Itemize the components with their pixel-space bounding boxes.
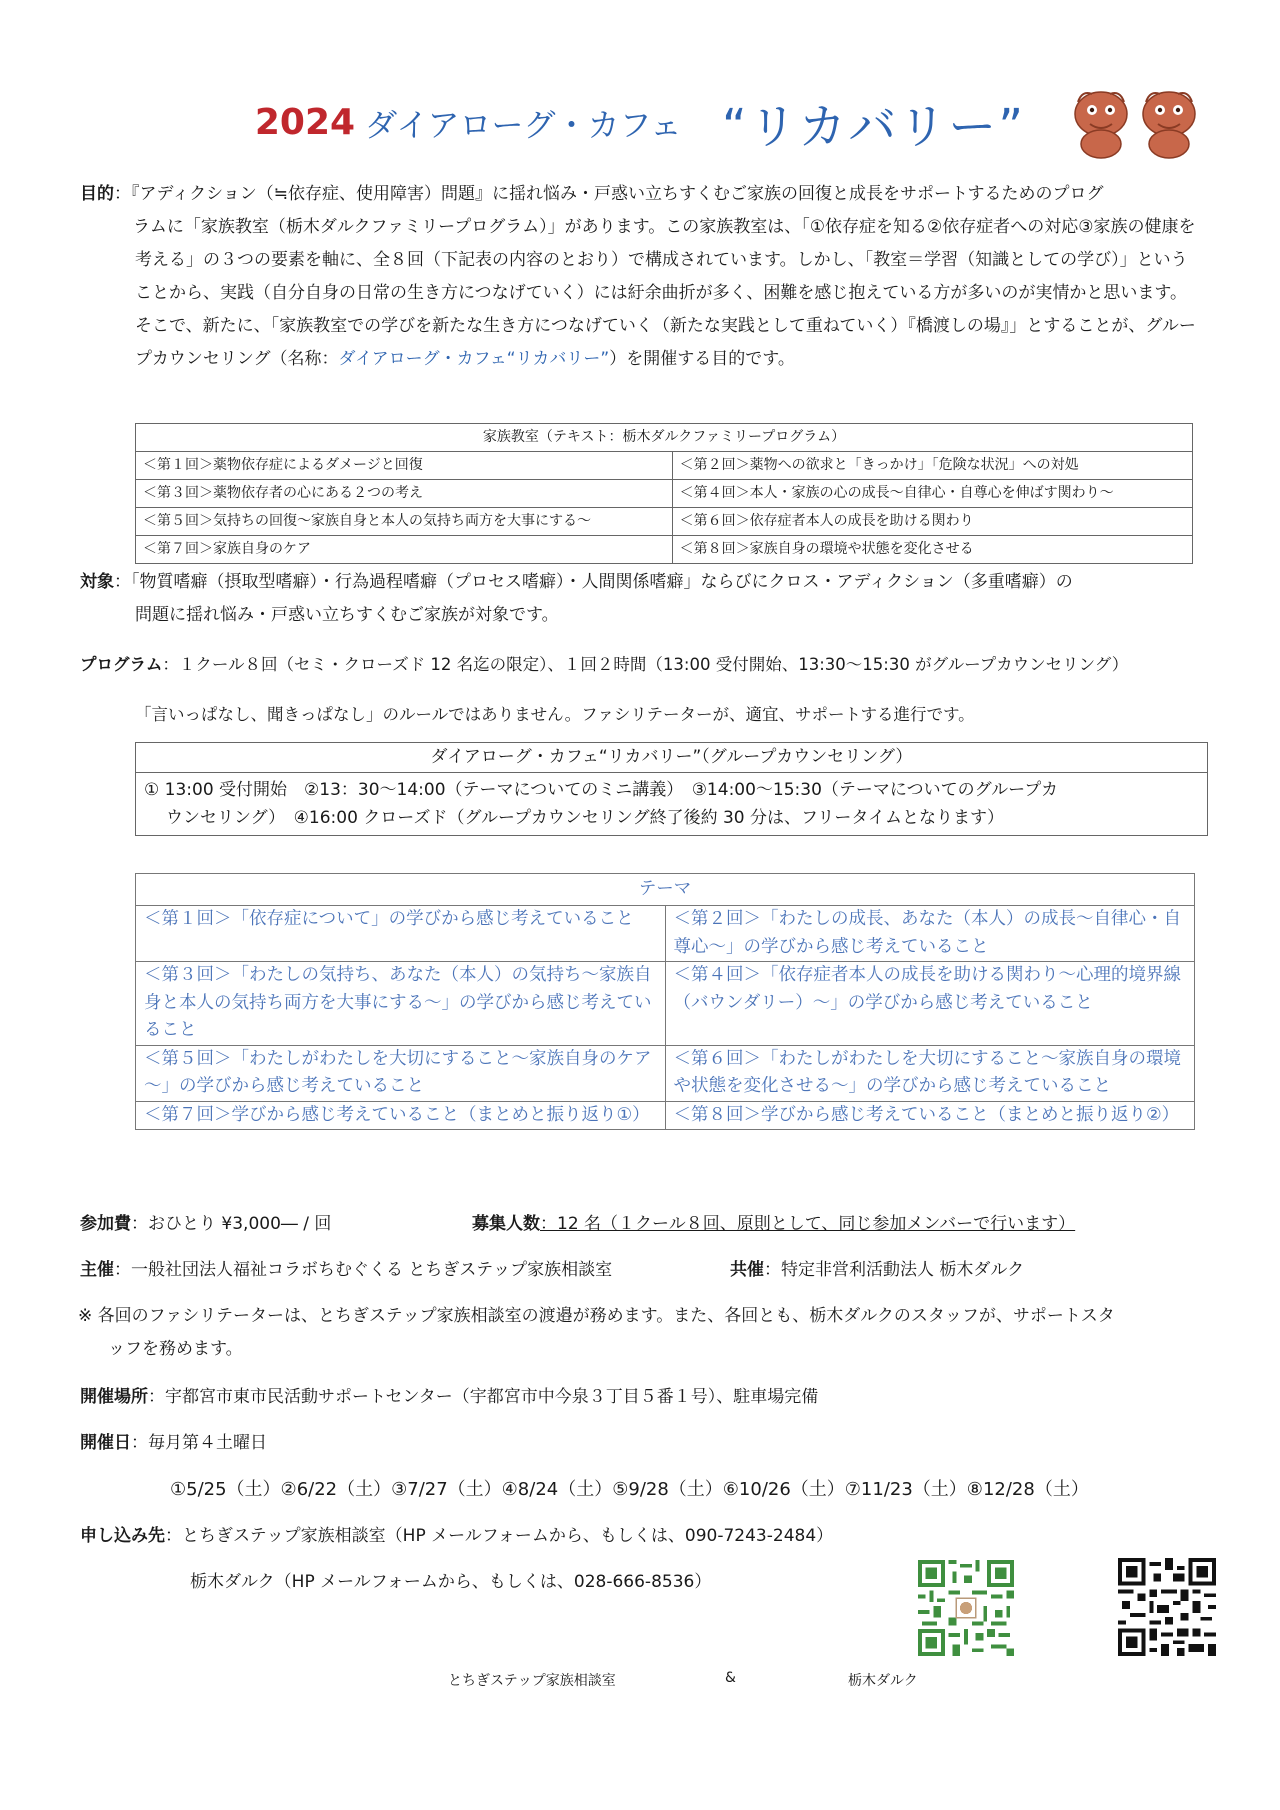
table-cell: ＜第１回＞薬物依存症によるダメージと回復 [136,452,673,480]
table-cell: ＜第６回＞「わたしがわたしを大切にすること～家族自身の環境や状態を変化させる～」の学びから感じ考えていること [665,1045,1195,1101]
apply-line-2: 栃木ダルク（HP メールフォームから、もしくは、028-666-8536） [190,1572,712,1592]
apply-line-1: ：とちぎステップ家族相談室（HP メールフォームから、もしくは、090-7243-2484） [165,1526,834,1546]
target-line-2: 問題に揺れ悩み・戸惑い立ちすくむご家族が対象です。 [135,605,559,625]
apply-line [80,1520,833,1553]
capacity-label: 募集人数 [472,1214,540,1234]
purpose-highlight: ダイアローグ・カフェ“リカバリー” [338,349,610,369]
date-line [80,1427,267,1460]
table-cell: ＜第１回＞「依存症について」の学びから感じ考えていること [136,906,666,962]
program-text: ：１クール８回（セミ・クローズド 12 名迄の限定）、１回２時間（13:00 受付開始、13:30～15:30 がグループカウンセリング） [162,655,1129,674]
title-name: ダイアローグ・カフェ [365,105,682,144]
purpose-text-1: ：『アディクション（≒依存症、使用障害）問題』に揺れ悩み・戸惑い立ちすくむご家族の回復と成長をサポートするためのプログ [114,184,1104,204]
purpose-text-2: ラムに「家族教室（栃木ダルクファミリープログラム）」があります。この家族教室は、「①依存症を知る②依存症者への対応③家族の健康を考える」の３つの要素を軸に、全８回（下記表の内容のとおり）で構成されています。しかし、「教室＝学習（知識としての学び）」ということから、実践（自分自身の日常の生き方につなげていく）には紆余曲折が多く、困難を感じ抱えている方が多いのが実情かと思います。そこで、新たに、「家族教室での学びを新たな生き方につなげていく（新たな実践として重ねていく）『橋渡しの場』」とすることが、グループカウンセリング（名称： [133,217,1196,369]
capacity-line [472,1208,1075,1241]
table-cell: ＜第８回＞家族自身の環境や状態を変化させる [672,536,1192,564]
fee-label: 参加費 [80,1214,131,1234]
schedule-header: ダイアローグ・カフェ“リカバリー”（グループカウンセリング） [136,743,1208,773]
capacity-value: ：12 名（１クール８回、原則として、同じ参加メンバーで行います） [540,1214,1076,1234]
table-row [136,536,1193,564]
date-label: 開催日 [80,1433,131,1453]
table-cell: ＜第４回＞「依存症者本人の成長を助ける関わり～心理的境界線（バウンダリー）～」の学びから感じ考えていること [665,962,1195,1046]
family-class-header: 家族教室（テキスト：栃木ダルクファミリープログラム） [136,424,1193,452]
themes-table [135,873,1195,1130]
target-label: 対象 [80,572,114,592]
fee-line [80,1208,331,1241]
table-cell: ＜第６回＞依存症者本人の成長を助ける関わり [672,508,1192,536]
themes-header: テーマ [136,874,1195,906]
venue-value: ：宇都宮市東市民活動サポートセンター（宇都宮市中今泉３丁目５番１号）、駐車場完備 [148,1387,819,1407]
purpose-text-3: ）を開催する目的です。 [609,349,795,369]
apply-label: 申し込み先 [80,1526,165,1546]
table-row [136,1045,1195,1101]
purpose-label: 目的 [80,184,114,204]
purpose-section [80,178,1200,376]
note-line-1: ※ 各回のファシリテーターは、とちぎステップ家族相談室の渡邉が務めます。また、各回とも、栃木ダルクのスタッフが、サポートスタ [78,1306,1115,1326]
venue-label: 開催場所 [80,1387,148,1407]
title-subtitle: “リカバリー” [721,99,1026,155]
table-row [136,480,1193,508]
title-year: 2024 [254,102,356,143]
host-line [80,1254,612,1287]
footer-left: とちぎステップ家族相談室 [448,1673,616,1689]
cohost-line [730,1254,1024,1287]
table-cell: ＜第７回＞家族自身のケア [136,536,673,564]
table-cell: ＜第５回＞「わたしがわたしを大切にすること～家族自身のケア～」の学びから感じ考えていること [136,1045,666,1101]
table-cell: ＜第５回＞気持ちの回復～家族自身と本人の気持ち両方を大事にする～ [136,508,673,536]
qr-code-icon [918,1560,1014,1656]
table-cell: ＜第２回＞「わたしの成長、あなた（本人）の成長～自律心・自尊心～」の学びから感じ考えていること [665,906,1195,962]
target-line-1: ：「物質嗜癖（摂取型嗜癖）・行為過程嗜癖（プロセス嗜癖）・人間関係嗜癖」ならびにクロス・アディクション（多重嗜癖）の [114,572,1073,592]
family-class-table [135,423,1193,564]
note-line-2: ッフを務めます。 [108,1339,243,1359]
program-label: プログラム [80,655,163,674]
fee-value: ：おひとり ¥3,000― / 回 [131,1214,332,1234]
cohost-value: ：特定非営利活動法人 栃木ダルク [764,1260,1025,1280]
table-row [136,962,1195,1046]
schedule-line-2: ウンセリング） ④16:00 クローズド（グループカウンセリング終了後約 30 分は、フリータイムとなります） [166,808,1005,828]
venue-line [80,1381,818,1414]
table-cell: ＜第７回＞学びから感じ考えていること（まとめと振り返り①） [136,1101,666,1130]
table-cell: ＜第２回＞薬物への欲求と「きっかけ」「危険な状況」への対処 [672,452,1192,480]
table-cell: ＜第４回＞本人・家族の心の成長～自律心・自尊心を伸ばす関わり～ [672,480,1192,508]
schedule-table [135,742,1208,836]
facilitator-note [78,1300,1228,1366]
qr-code-icon [1118,1558,1216,1656]
table-row [136,508,1193,536]
target-section [80,566,1220,632]
table-cell: ＜第３回＞薬物依存者の心にある２つの考え [136,480,673,508]
schedule-line-1: ① 13:00 受付開始 ②13：30～14:00（テーマについてのミニ講義） ③14:00～15:30（テーマについてのグループカ [144,780,1059,800]
shisa-mascot-icon [1068,84,1204,160]
schedule-cell [136,773,1208,836]
cohost-label: 共催 [730,1260,764,1280]
session-dates: ①5/25（土）②6/22（土）③7/27（土）④8/24（土）⑤9/28（土）⑥10/26（土）⑦11/23（土）⑧12/28（土） [170,1479,1089,1500]
footer-ampersand: & [725,1670,736,1686]
table-cell: ＜第３回＞「わたしの気持ち、あなた（本人）の気持ち～家族自身と本人の気持ち両方を大事にする～」の学びから感じ考えていること [136,962,666,1046]
table-row [136,1101,1195,1130]
date-value: ：毎月第４土曜日 [131,1433,267,1453]
host-value: ：一般社団法人福祉コラボちむぐくる とちぎステップ家族相談室 [114,1260,613,1280]
table-row [136,452,1193,480]
table-cell: ＜第８回＞学びから感じ考えていること（まとめと振り返り②） [665,1101,1195,1130]
table-row [136,906,1195,962]
program-section [80,648,1220,681]
program-rule: 「言いっぱなし、聞きっぱなし」のルールではありません。ファシリテーターが、適宜、サポートする進行です。 [135,705,975,724]
footer-right: 栃木ダルク [848,1673,918,1689]
host-label: 主催 [80,1260,114,1280]
